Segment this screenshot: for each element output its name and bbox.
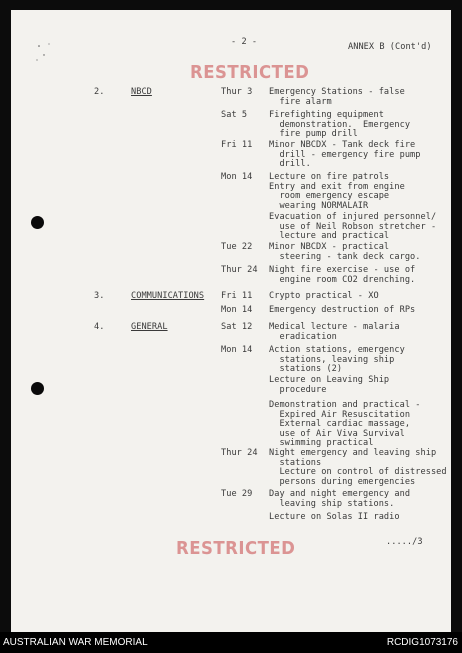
entry-line: demonstration. Emergency [269,119,411,130]
entry-line: stations [269,457,322,468]
section-title: COMMUNICATIONS [131,291,205,301]
entry-line: Lecture on fire patrols [269,172,390,182]
entry-line: Minor NBCDX - practical [269,242,390,252]
entry-line: drill - emergency fire pump [269,149,421,160]
section-title: GENERAL [131,322,168,332]
entry-line: leaving ship stations. [269,498,395,509]
entry-line: engine room CO2 drenching. [269,274,416,285]
entry-line: Emergency destruction of RPs [269,305,416,315]
entry-line: Lecture on Solas II radio [269,512,400,522]
entry-line: Night emergency and leaving ship [269,448,437,458]
restricted-stamp-bottom: RESTRICTED [176,538,296,559]
entry-line: eradication [269,331,337,342]
entry-line: fire alarm [269,96,332,107]
entry-line: steering - tank deck cargo. [269,251,421,262]
entry-line: Evacuation of injured personnel/ [269,212,437,222]
entry-day: Thur 24 [221,265,258,275]
section-title: NBCD [131,87,152,97]
entry-line: Emergency Stations - false [269,87,405,97]
entry-line: lecture and practical [269,231,390,242]
entry-line: fire pump drill [269,129,358,140]
archive-footer [0,632,462,653]
annex-label: ANNEX B (Cont'd) [348,42,432,52]
entry-day: Sat 5 [221,110,248,120]
entry-line: Entry and exit from engine [269,181,405,192]
entry-line: Lecture on control of distressed [269,467,447,478]
entry-day: Tue 29 [221,489,253,499]
entry-line: Crypto practical - XO [269,291,379,301]
restricted-stamp-top: RESTRICTED [190,62,310,83]
section-number: 4. [94,322,105,332]
entry-line: persons during emergencies [269,476,416,487]
section-number: 3. [94,291,105,301]
entry-line: Night fire exercise - use of [269,265,416,275]
punch-hole-top-icon [31,216,44,229]
entry-line: stations, leaving ship [269,354,395,365]
entry-line: use of Neil Robson stretcher - [269,221,437,232]
entry-line: Demonstration and practical - [269,400,421,410]
footer-record-id: RCDIG1073176 [386,637,458,648]
entry-line: room emergency escape [269,191,390,202]
document-page [11,10,451,632]
entry-line: Expired Air Resuscitation [269,409,411,420]
entry-line: Minor NBCDX - Tank deck fire [269,140,416,150]
entry-day: Thur 3 [221,87,253,97]
page-number: - 2 - [231,37,258,47]
entry-day: Mon 14 [221,345,253,355]
footer-institution: AUSTRALIAN WAR MEMORIAL [3,637,148,648]
entry-line: swimming practical [269,438,374,449]
entry-line: stations (2) [269,364,343,375]
entry-line: drill. [269,159,311,170]
entry-line: External cardiac massage, [269,419,411,430]
section-number: 2. [94,87,105,97]
entry-line: Firefighting equipment [269,110,384,120]
entry-line: use of Air Viva Survival [269,428,405,439]
entry-line: Medical lecture - malaria [269,322,400,332]
entry-line: Lecture on Leaving Ship [269,375,390,385]
entry-line: Action stations, emergency [269,345,405,355]
entry-line: Day and night emergency and [269,489,411,499]
punch-hole-bottom-icon [31,382,44,395]
entry-day: Tue 22 [221,242,253,252]
entry-day: Sat 12 [221,322,253,332]
entry-day: Fri 11 [221,291,253,301]
entry-line: procedure [269,384,327,395]
entry-day: Mon 14 [221,305,253,315]
entry-day: Mon 14 [221,172,253,182]
entry-line: wearing NORMALAIR [269,200,369,211]
entry-day: Fri 11 [221,140,253,150]
entry-day: Thur 24 [221,448,258,458]
continuation-marker: ...../3 [386,537,423,547]
paper-specks-icon [35,40,75,80]
